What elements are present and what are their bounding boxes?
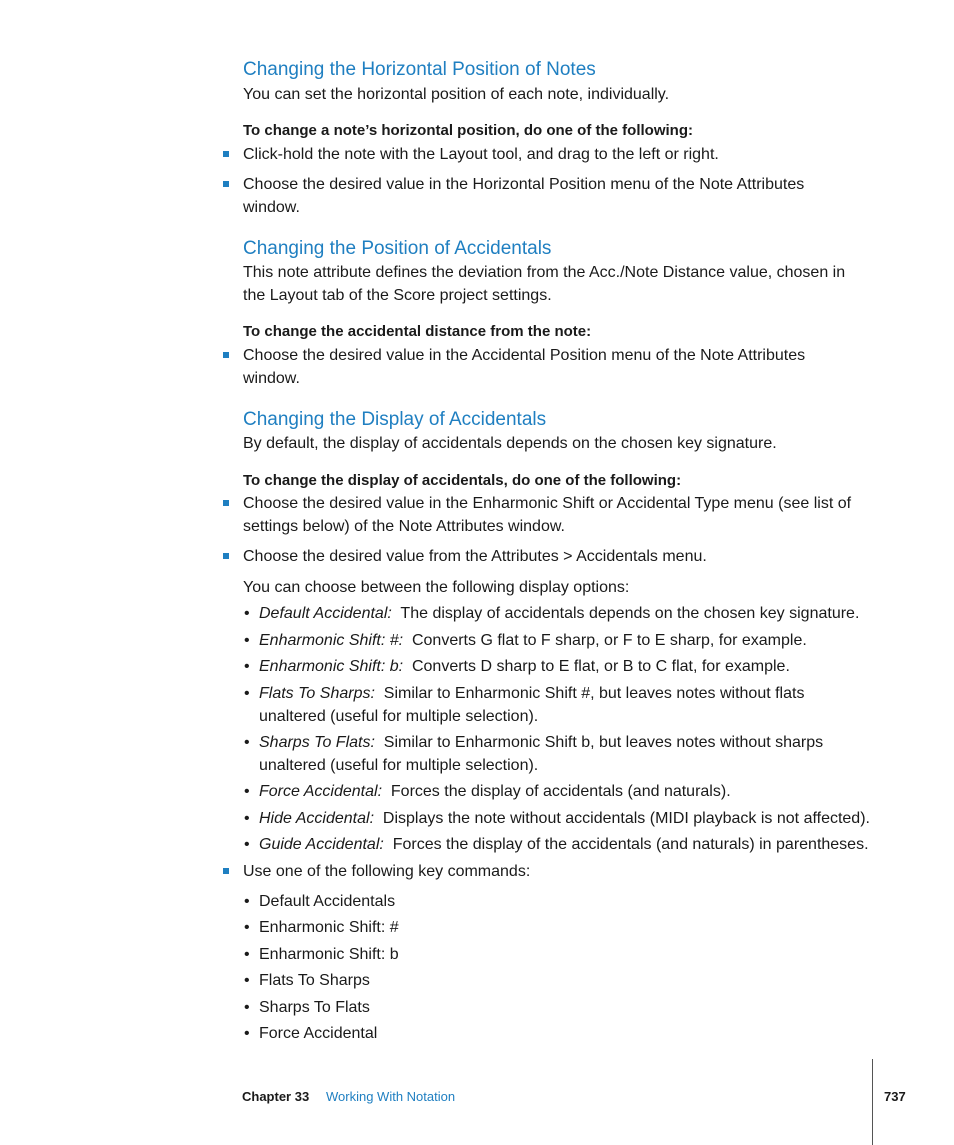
section-intro-continuation: the Layout tab of the Score project settings. [243, 287, 552, 304]
footer-divider [872, 1059, 873, 1145]
option-desc: Similar to Enharmonic Shift #, but leaves notes without flats [383, 685, 805, 702]
option-item [259, 780, 731, 803]
command-item: Force Accidental [259, 1025, 378, 1042]
square-bullet-icon [223, 151, 229, 157]
option-item-continuation: unaltered (useful for multiple selection). [259, 708, 539, 725]
option-term: Flats To Sharps: [259, 685, 375, 702]
list-item: Choose the desired value in the Accidental Position menu of the Note Attributes [243, 347, 806, 364]
list-item: Click-hold the note with the Layout tool, and drag to the left or right. [243, 146, 719, 163]
square-bullet-icon [223, 352, 229, 358]
option-desc: Forces the display of accidentals (and naturals). [390, 783, 731, 800]
option-item [259, 682, 804, 705]
section-intro: You can set the horizontal position of each note, individually. [243, 86, 670, 103]
command-item: Enharmonic Shift: # [259, 919, 399, 936]
square-bullet-icon [223, 868, 229, 874]
round-bullet-icon: • [244, 605, 250, 622]
option-item [259, 602, 859, 625]
list-item: Choose the desired value in the Enharmonic Shift or Accidental Type menu (see list of [243, 495, 852, 512]
list-item-continuation: settings below) of the Note Attributes window. [243, 518, 565, 535]
option-desc: Converts G flat to F sharp, or F to E sharp, for example. [411, 632, 807, 649]
round-bullet-icon: • [244, 1025, 250, 1042]
option-desc: Converts D sharp to E flat, or B to C flat, for example. [411, 658, 790, 675]
section-heading-accidental-position: Changing the Position of Accidentals [243, 238, 552, 259]
option-term: Default Accidental: [259, 605, 392, 622]
option-item [259, 629, 807, 652]
option-item [259, 731, 823, 754]
round-bullet-icon: • [244, 810, 250, 827]
round-bullet-icon: • [244, 836, 250, 853]
page-number: 737 [884, 1089, 906, 1104]
round-bullet-icon: • [244, 783, 250, 800]
section-intro: This note attribute defines the deviation from the Acc./Note Distance value, chosen in [243, 264, 846, 281]
procedure-heading: To change the accidental distance from the note: [243, 323, 592, 340]
option-item [259, 655, 790, 678]
square-bullet-icon [223, 181, 229, 187]
round-bullet-icon: • [244, 632, 250, 649]
list-item-continuation: window. [243, 370, 300, 387]
footer-chapter: Chapter 33 [242, 1089, 310, 1104]
option-desc: Similar to Enharmonic Shift b, but leaves notes without sharps [383, 734, 824, 751]
option-term: Enharmonic Shift: #: [259, 632, 404, 649]
option-item [259, 833, 869, 856]
command-item: Flats To Sharps [259, 972, 370, 989]
option-term: Hide Accidental: [259, 810, 375, 827]
option-desc: The display of accidentals depends on the chosen key signature. [400, 605, 860, 622]
round-bullet-icon: • [244, 919, 250, 936]
command-item: Enharmonic Shift: b [259, 946, 399, 963]
option-term: Sharps To Flats: [259, 734, 375, 751]
command-item: Sharps To Flats [259, 999, 370, 1016]
procedure-heading: To change a note’s horizontal position, do one of the following: [243, 122, 693, 139]
options-intro: You can choose between the following display options: [243, 579, 630, 596]
option-term: Guide Accidental: [259, 836, 384, 853]
square-bullet-icon [223, 500, 229, 506]
round-bullet-icon: • [244, 685, 250, 702]
round-bullet-icon: • [244, 946, 250, 963]
list-item-continuation: window. [243, 199, 300, 216]
round-bullet-icon: • [244, 734, 250, 751]
option-item [259, 807, 870, 830]
section-heading-display-accidentals: Changing the Display of Accidentals [243, 409, 547, 430]
option-term: Force Accidental: [259, 783, 383, 800]
list-item: Choose the desired value in the Horizontal Position menu of the Note Attributes [243, 176, 805, 193]
list-item: Use one of the following key commands: [243, 863, 531, 880]
round-bullet-icon: • [244, 999, 250, 1016]
option-desc: Forces the display of the accidentals (and naturals) in parentheses. [392, 836, 869, 853]
option-desc: Displays the note without accidentals (MIDI playback is not affected). [382, 810, 870, 827]
round-bullet-icon: • [244, 972, 250, 989]
option-term: Enharmonic Shift: b: [259, 658, 404, 675]
section-heading-horizontal-position: Changing the Horizontal Position of Notes [243, 59, 596, 80]
list-item: Choose the desired value from the Attributes > Accidentals menu. [243, 548, 707, 565]
option-item-continuation: unaltered (useful for multiple selection). [259, 757, 539, 774]
round-bullet-icon: • [244, 658, 250, 675]
section-intro: By default, the display of accidentals depends on the chosen key signature. [243, 435, 777, 452]
footer-chapter-title: Working With Notation [326, 1089, 456, 1104]
procedure-heading: To change the display of accidentals, do one of the following: [243, 472, 682, 489]
round-bullet-icon: • [244, 893, 250, 910]
command-item: Default Accidentals [259, 893, 396, 910]
square-bullet-icon [223, 553, 229, 559]
